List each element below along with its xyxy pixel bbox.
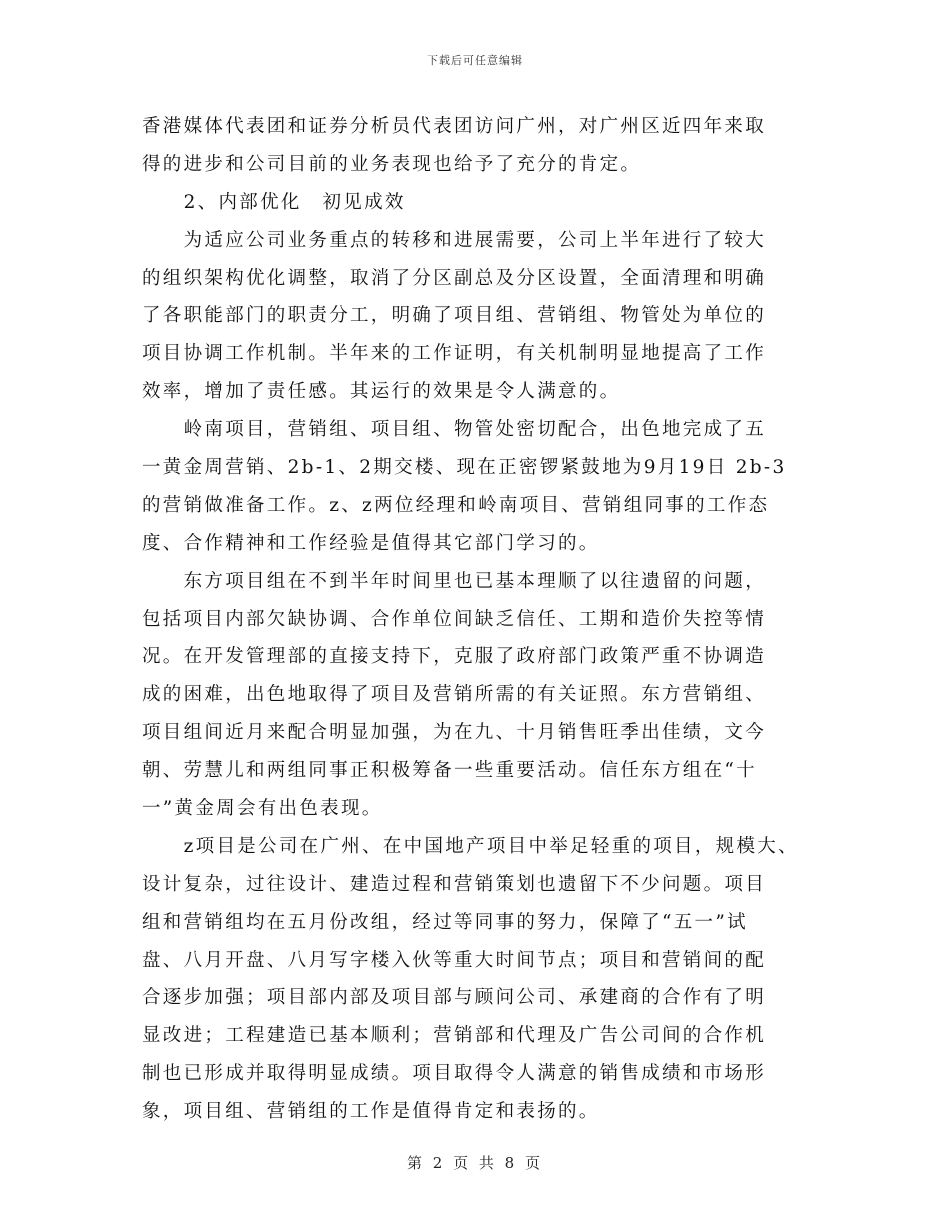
- text-line: 的营销做准备工作。z、z两位经理和岭南项目、营销组同事的工作态: [142, 494, 770, 516]
- text-line: 度、合作精神和工作经验是值得其它部门学习的。: [142, 532, 600, 554]
- page-number: 第 2 页 共 8 页: [407, 1154, 543, 1172]
- text-line: 制也已形成并取得明显成绩。项目取得令人满意的销售成绩和市场形: [142, 1063, 767, 1085]
- text-line: 一黄金周营销、2b-1、2期交楼、现在正密锣紧鼓地为9月19日 2b-3: [142, 457, 787, 479]
- text-line: 朝、劳慧儿和两组同事正积极筹备一些重要活动。信任东方组在“十: [142, 760, 757, 782]
- text-line: 合逐步加强；项目部内部及项目部与顾问公司、承建商的合作有了明: [142, 987, 767, 1009]
- text-line: 效率，增加了责任感。其运行的效果是令人满意的。: [142, 381, 621, 403]
- text-line: 香港媒体代表团和证券分析员代表团访问广州，对广州区近四年来取: [142, 116, 767, 137]
- text-line: 了各职能部门的职责分工，明确了项目组、营销组、物管处为单位的: [142, 305, 767, 327]
- text-line: 包括项目内部欠缺协调、合作单位间缺乏信任、工期和造价失控等情: [142, 608, 767, 630]
- text-line: 盘、八月开盘、八月写字楼入伙等重大时间节点；项目和营销间的配: [142, 949, 767, 971]
- text-line: 岭南项目，营销组、项目组、物管处密切配合，出色地完成了五: [142, 419, 767, 441]
- page-header: 下载后可任意编辑: [427, 54, 523, 67]
- section-heading: 2、内部优化 初见成效: [142, 191, 406, 213]
- text-line: z项目是公司在广州、在中国地产项目中举足轻重的项目，规模大、: [142, 835, 799, 857]
- document-body: [142, 108, 822, 1131]
- text-line: 的组织架构优化调整，取消了分区副总及分区设置，全面清理和明确: [142, 267, 767, 289]
- text-line: 项目协调工作机制。半年来的工作证明，有关机制明显地提高了工作: [142, 343, 767, 365]
- text-line: 设计复杂，过往设计、建造过程和营销策划也遗留下不少问题。项目: [142, 873, 767, 895]
- text-line: 成的困难，出色地取得了项目及营销所需的有关证照。东方营销组、: [142, 684, 767, 706]
- text-line: 东方项目组在不到半年时间里也已基本理顺了以往遗留的问题，: [142, 570, 767, 592]
- text-line: 显改进；工程建造已基本顺利；营销部和代理及广告公司间的合作机: [142, 1025, 767, 1047]
- text-line: 象，项目组、营销组的工作是值得肯定和表扬的。: [142, 1101, 600, 1123]
- text-line: 项目组间近月来配合明显加强，为在九、十月销售旺季出佳绩，文今: [142, 722, 767, 744]
- text-line: 为适应公司业务重点的转移和进展需要，公司上半年进行了较大: [142, 229, 767, 251]
- text-line: 得的进步和公司目前的业务表现也给予了充分的肯定。: [142, 153, 642, 175]
- text-line: 组和营销组均在五月份改组，经过等同事的努力，保障了“五一”试: [142, 911, 748, 933]
- text-line: 况。在开发管理部的直接支持下，克服了政府部门政策严重不协调造: [142, 646, 767, 668]
- text-line: 一”黄金周会有出色表现。: [142, 798, 383, 820]
